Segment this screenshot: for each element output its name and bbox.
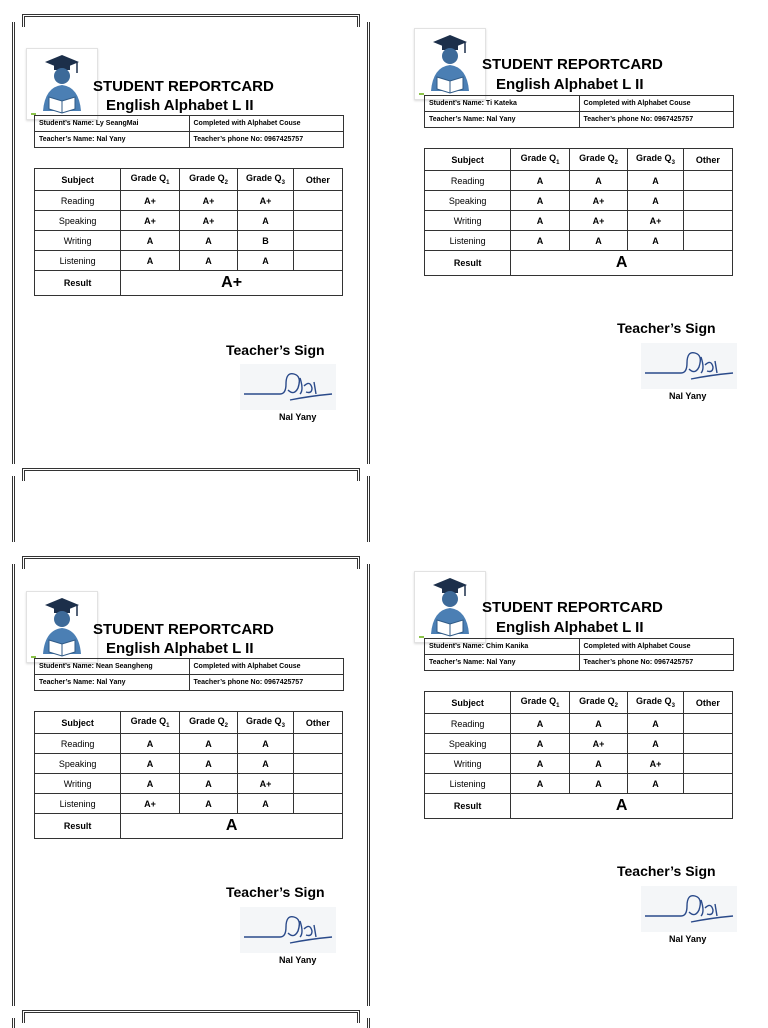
- grade-other: [683, 734, 732, 754]
- grade-q2: A+: [179, 191, 238, 211]
- grade-row: [425, 171, 733, 191]
- subject-name: Reading: [35, 734, 121, 754]
- grade-q2: A: [569, 754, 628, 774]
- grade-q2: A: [179, 251, 238, 271]
- header-subject: Subject: [425, 149, 511, 171]
- teacher-sign-label: Teacher’s Sign: [226, 342, 325, 358]
- card-subtitle: English Alphabet L II: [106, 640, 254, 657]
- header-subject: Subject: [425, 692, 511, 714]
- header-other: Other: [683, 149, 732, 171]
- card-title: STUDENT REPORTCARD: [93, 621, 274, 638]
- grade-other: [683, 774, 732, 794]
- grade-other: [293, 774, 342, 794]
- grade-row: [35, 754, 343, 774]
- grade-q3: A: [628, 774, 683, 794]
- subject-name: Writing: [35, 774, 121, 794]
- grade-q1: A: [511, 774, 570, 794]
- result-label: Result: [425, 251, 511, 276]
- grade-q3: A: [238, 734, 293, 754]
- teacher-sign-label: Teacher’s Sign: [617, 320, 716, 336]
- info-table: [424, 638, 734, 671]
- teacher-phone: Teacher’s phone No: 0967425757: [189, 675, 344, 691]
- grade-q3: A: [628, 734, 683, 754]
- subject-name: Listening: [35, 794, 121, 814]
- grade-q1: A: [511, 191, 570, 211]
- card-title: STUDENT REPORTCARD: [93, 78, 274, 95]
- grade-other: [293, 211, 342, 231]
- info-table: [34, 658, 344, 691]
- header-grade-q2: Grade $Q_2$: [179, 169, 238, 191]
- grade-q1: A: [121, 231, 180, 251]
- card-subtitle: English Alphabet L II: [496, 76, 644, 93]
- info-table: [424, 95, 734, 128]
- grade-other: [683, 754, 732, 774]
- grade-row: [425, 211, 733, 231]
- grade-q3: B: [238, 231, 293, 251]
- grades-table: [424, 148, 733, 276]
- grade-q2: A: [179, 734, 238, 754]
- grade-other: [683, 211, 732, 231]
- signature-icon: [240, 907, 336, 953]
- grade-other: [683, 191, 732, 211]
- result-value: A: [511, 794, 733, 819]
- header-grade-q1: Grade $Q_1$: [121, 169, 180, 191]
- grade-q3: A: [238, 211, 293, 231]
- result-label: Result: [35, 271, 121, 296]
- header-other: Other: [683, 692, 732, 714]
- teacher-phone: Teacher’s phone No: 0967425757: [189, 132, 344, 148]
- grade-row: [425, 754, 733, 774]
- grade-row: [425, 231, 733, 251]
- teacher-sign-label: Teacher’s Sign: [617, 863, 716, 879]
- subject-name: Writing: [425, 211, 511, 231]
- subject-name: Listening: [35, 251, 121, 271]
- grade-q1: A: [511, 171, 570, 191]
- subject-name: Reading: [425, 714, 511, 734]
- result-label: Result: [35, 814, 121, 839]
- header-other: Other: [293, 169, 342, 191]
- signer-name: Nal Yany: [669, 391, 707, 401]
- grade-q1: A: [121, 754, 180, 774]
- grade-row: [425, 774, 733, 794]
- grade-other: [293, 231, 342, 251]
- header-other: Other: [293, 712, 342, 734]
- header-grade-q2: Grade $Q_2$: [569, 692, 628, 714]
- result-label: Result: [425, 794, 511, 819]
- graduate-logo-icon: [26, 591, 98, 663]
- grade-other: [293, 251, 342, 271]
- result-value: A: [121, 814, 343, 839]
- signer-name: Nal Yany: [669, 934, 707, 944]
- header-grade-q3: Grade $Q_3$: [238, 169, 293, 191]
- grade-q1: A: [511, 734, 570, 754]
- result-value: A+: [121, 271, 343, 296]
- subject-name: Writing: [425, 754, 511, 774]
- grade-other: [683, 714, 732, 734]
- grade-other: [683, 231, 732, 251]
- grade-q2: A: [179, 794, 238, 814]
- teacher-sign-label: Teacher’s Sign: [226, 884, 325, 900]
- subject-name: Speaking: [35, 754, 121, 774]
- grade-q2: A: [569, 714, 628, 734]
- signer-name: Nal Yany: [279, 412, 317, 422]
- grade-q2: A+: [179, 211, 238, 231]
- signature-icon: [240, 364, 336, 410]
- header-grade-q3: Grade $Q_3$: [238, 712, 293, 734]
- grade-q3: A: [238, 251, 293, 271]
- grade-q1: A+: [121, 794, 180, 814]
- grade-q1: A: [511, 754, 570, 774]
- grade-row: [35, 191, 343, 211]
- grade-q3: A: [238, 794, 293, 814]
- card-subtitle: English Alphabet L II: [106, 97, 254, 114]
- student-name: Student’s Name: Ti Kateka: [425, 96, 580, 112]
- graduate-logo-icon: [414, 28, 486, 100]
- completed-course: Completed with Alphabet Couse: [579, 96, 734, 112]
- header-grade-q1: Grade $Q_1$: [121, 712, 180, 734]
- header-subject: Subject: [35, 169, 121, 191]
- grade-row: [425, 734, 733, 754]
- frame-sides-4: [12, 1018, 370, 1028]
- grade-q1: A: [511, 211, 570, 231]
- grade-row: [425, 191, 733, 211]
- grade-q3: A: [628, 191, 683, 211]
- header-grade-q2: Grade $Q_2$: [179, 712, 238, 734]
- student-name: Student’s Name: Ly SeangMai: [35, 116, 190, 132]
- student-name: Student’s Name: Chim Kanika: [425, 639, 580, 655]
- grade-q2: A: [179, 774, 238, 794]
- grade-q3: A: [628, 714, 683, 734]
- completed-course: Completed with Alphabet Couse: [189, 116, 344, 132]
- grade-q3: A: [628, 231, 683, 251]
- grade-row: [35, 734, 343, 754]
- completed-course: Completed with Alphabet Couse: [579, 639, 734, 655]
- grade-q2: A: [569, 171, 628, 191]
- signature-icon: [641, 886, 737, 932]
- card-title: STUDENT REPORTCARD: [482, 56, 663, 73]
- grade-q2: A+: [569, 734, 628, 754]
- header-grade-q3: Grade $Q_3$: [628, 692, 683, 714]
- grade-other: [683, 171, 732, 191]
- grade-row: [425, 714, 733, 734]
- signature-icon: [641, 343, 737, 389]
- subject-name: Listening: [425, 774, 511, 794]
- teacher-phone: Teacher’s phone No: 0967425757: [579, 112, 734, 128]
- header-grade-q3: Grade $Q_3$: [628, 149, 683, 171]
- grade-q1: A+: [121, 191, 180, 211]
- grade-q3: A+: [238, 774, 293, 794]
- grade-other: [293, 754, 342, 774]
- student-name: Student’s Name: Nean Seangheng: [35, 659, 190, 675]
- subject-name: Writing: [35, 231, 121, 251]
- grade-q1: A: [511, 714, 570, 734]
- info-table: [34, 115, 344, 148]
- grade-q1: A: [511, 231, 570, 251]
- teacher-name: Teacher’s Name: Nal Yany: [425, 112, 580, 128]
- header-subject: Subject: [35, 712, 121, 734]
- graduate-logo-icon: [414, 571, 486, 643]
- teacher-name: Teacher’s Name: Nal Yany: [35, 675, 190, 691]
- grade-other: [293, 734, 342, 754]
- grade-q3: A+: [238, 191, 293, 211]
- grade-row: [35, 251, 343, 271]
- grades-table: [34, 711, 343, 839]
- completed-course: Completed with Alphabet Couse: [189, 659, 344, 675]
- grade-q1: A+: [121, 211, 180, 231]
- header-grade-q2: Grade $Q_2$: [569, 149, 628, 171]
- grade-q2: A: [569, 774, 628, 794]
- subject-name: Speaking: [35, 211, 121, 231]
- header-grade-q1: Grade $Q_1$: [511, 692, 570, 714]
- subject-name: Listening: [425, 231, 511, 251]
- subject-name: Reading: [35, 191, 121, 211]
- grades-table: [424, 691, 733, 819]
- grade-q1: A: [121, 734, 180, 754]
- grade-row: [35, 774, 343, 794]
- signer-name: Nal Yany: [279, 955, 317, 965]
- header-grade-q1: Grade $Q_1$: [511, 149, 570, 171]
- result-value: A: [511, 251, 733, 276]
- grade-q2: A+: [569, 211, 628, 231]
- teacher-name: Teacher’s Name: Nal Yany: [35, 132, 190, 148]
- card-subtitle: English Alphabet L II: [496, 619, 644, 636]
- subject-name: Reading: [425, 171, 511, 191]
- grade-q3: A+: [628, 754, 683, 774]
- grade-q1: A: [121, 774, 180, 794]
- graduate-logo-icon: [26, 48, 98, 120]
- grade-q1: A: [121, 251, 180, 271]
- grade-q3: A: [238, 754, 293, 774]
- grade-row: [35, 794, 343, 814]
- frame-sides-2: [12, 476, 370, 542]
- card-title: STUDENT REPORTCARD: [482, 599, 663, 616]
- grade-row: [35, 211, 343, 231]
- grade-other: [293, 794, 342, 814]
- teacher-name: Teacher’s Name: Nal Yany: [425, 655, 580, 671]
- grades-table: [34, 168, 343, 296]
- grade-q2: A: [569, 231, 628, 251]
- subject-name: Speaking: [425, 191, 511, 211]
- subject-name: Speaking: [425, 734, 511, 754]
- grade-q2: A+: [569, 191, 628, 211]
- grade-q3: A: [628, 171, 683, 191]
- teacher-phone: Teacher’s phone No: 0967425757: [579, 655, 734, 671]
- grade-row: [35, 231, 343, 251]
- grade-q2: A: [179, 231, 238, 251]
- grade-other: [293, 191, 342, 211]
- grade-q3: A+: [628, 211, 683, 231]
- grade-q2: A: [179, 754, 238, 774]
